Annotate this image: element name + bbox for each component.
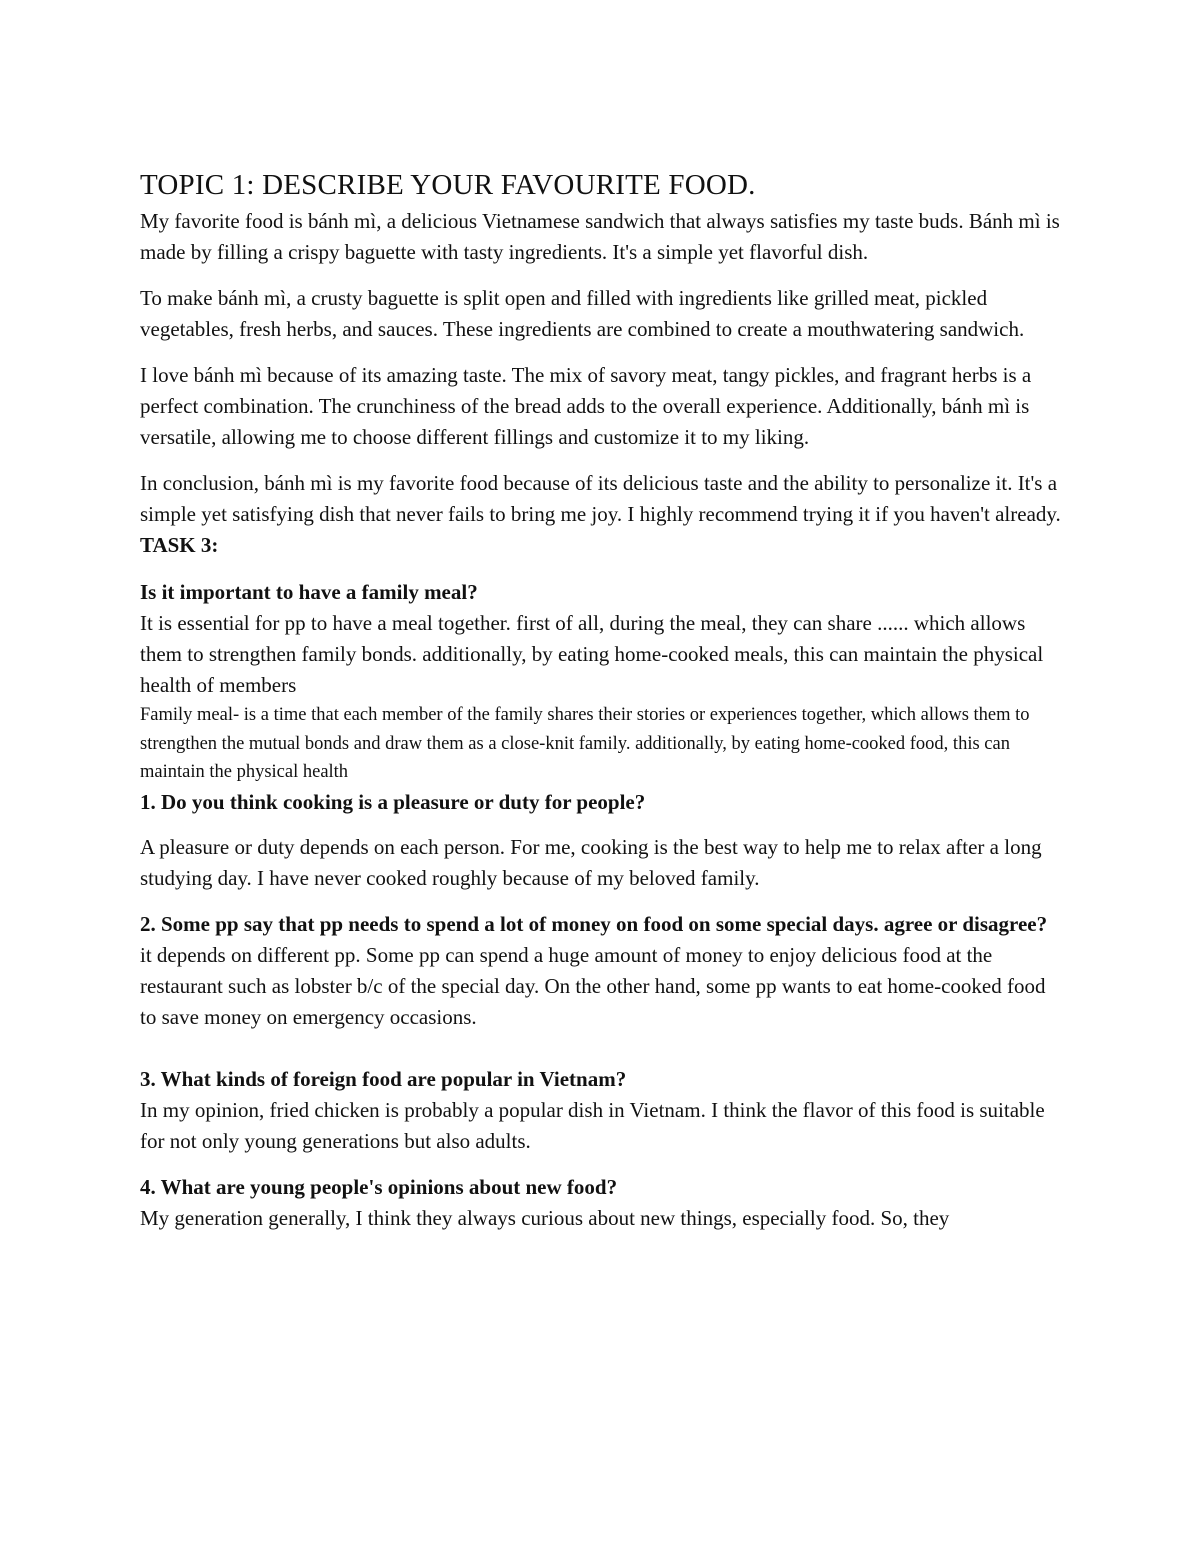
question-4: 4. What are young people's opinions about new food?	[140, 1174, 618, 1199]
answer-2: it depends on different pp. Some pp can spend a huge amount of money to enjoy delicious food at the restaurant such as lobster b/c of the special day. On the other hand, some pp wants to eat home-cooked food to save money on emergency occasions.	[140, 942, 1046, 1029]
question-1: 1. Do you think cooking is a pleasure or duty for people?	[140, 789, 646, 814]
paragraph-conclusion: In conclusion, bánh mì is my favorite food because of its delicious taste and the ability to personalize it. It's a simple yet satisfying dish that never fails to bring me joy. I highly recommend trying it if you haven't already.	[140, 471, 1061, 526]
question-3: 3. What kinds of foreign food are popular in Vietnam?	[140, 1066, 627, 1091]
paragraph-reasons: I love bánh mì because of its amazing taste. The mix of savory meat, tangy pickles, and fragrant herbs is a perfect combination. The crunchiness of the bread adds to the overall experience. Additionally, bánh mì is versatile, allowing me to choose different fillings and customize it to my liking.	[140, 363, 1032, 449]
answer-3: In my opinion, fried chicken is probably a popular dish in Vietnam. I think the flavor of this food is suitable for not only young generations but also adults.	[140, 1097, 1045, 1153]
paragraph-making: To make bánh mì, a crusty baguette is split open and filled with ingredients like grilled meat, pickled vegetables, fresh herbs, and sauces. These ingredients are combined to create a mouthwatering sandwich.	[140, 286, 1025, 341]
family-meal-note: Family meal- is a time that each member of the family shares their stories or experiences together, which allows them to strengthen the mutual bonds and draw them as a close-knit family. additionally, by eating home-cooked food, this can maintain the physical health	[140, 705, 1030, 782]
document-page	[140, 168, 1065, 1234]
paragraph-intro: My favorite food is bánh mì, a delicious Vietnamese sandwich that always satisfies my taste buds. Bánh mì is made by filling a crispy baguette with tasty ingredients. It's a simple yet flavorful dish.	[140, 209, 1060, 264]
task-heading: TASK 3:	[140, 533, 219, 557]
family-meal-answer: It is essential for pp to have a meal together. first of all, during the meal, they can share ...... which allows them to strengthen family bonds. additionally, by eating home-cooked meals, this can maintain the physical health of members	[140, 611, 1044, 697]
answer-4: My generation generally, I think they always curious about new things, especially food. So, they	[140, 1205, 950, 1230]
question-2: 2. Some pp say that pp needs to spend a lot of money on food on some special days. agree or disagree?	[140, 911, 1048, 936]
family-meal-question: Is it important to have a family meal?	[140, 580, 478, 604]
document-title: TOPIC 1: DESCRIBE YOUR FAVOURITE FOOD.	[140, 169, 756, 201]
answer-1: A pleasure or duty depends on each person. For me, cooking is the best way to help me to relax after a long studying day. I have never cooked roughly because of my beloved family.	[140, 834, 1042, 890]
